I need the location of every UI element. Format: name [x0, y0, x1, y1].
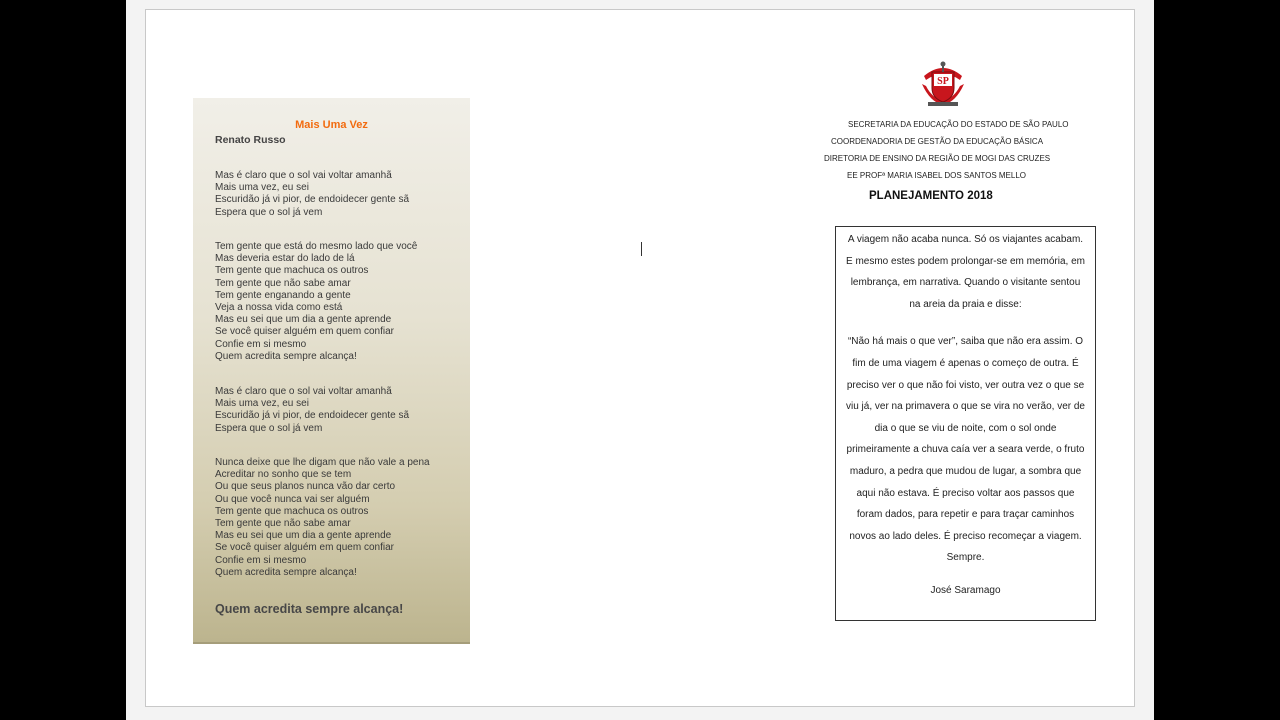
- lyrics-stanza-1: [215, 170, 409, 219]
- lyric-line: Tem gente que machuca os outros: [215, 505, 369, 517]
- lyric-line: Tem gente que não sabe amar: [215, 518, 351, 530]
- lyric-line: Espera que o sol já vem: [215, 422, 323, 434]
- lyric-line: Se você quiser alguém em quem confiar: [215, 542, 394, 554]
- lyric-line: Tem gente que está do mesmo lado que você: [215, 241, 418, 252]
- sao-paulo-coat-of-arms-logo: [920, 58, 966, 108]
- lyric-line: Confie em si mesmo: [215, 338, 307, 350]
- header-line-diretoria: DIRETORIA DE ENSINO DA REGIÃO DE MOGI DAS CRUZES: [824, 154, 1051, 163]
- lyrics-panel: [193, 98, 470, 644]
- lyrics-stanza-4: [215, 457, 430, 579]
- lyric-line: Quem acredita sempre alcança!: [215, 566, 357, 578]
- lyric-line: Escuridão já vi pior, de endoidecer gente sã: [215, 410, 410, 422]
- lyric-line: Quem acredita sempre alcança!: [215, 350, 357, 362]
- header-line-escola: EE PROFª MARIA ISABEL DOS SANTOS MELLO: [847, 171, 1027, 180]
- lyric-line: Tem gente que machuca os outros: [215, 265, 369, 277]
- closing-line: Quem acredita sempre alcança!: [215, 602, 404, 616]
- song-title: Mais Uma Vez: [295, 119, 368, 131]
- lyric-line: Mas é claro que o sol vai voltar amanhã: [215, 386, 392, 397]
- lyric-line: Espera que o sol já vem: [215, 206, 323, 218]
- lyrics-stanza-2: [215, 241, 417, 363]
- lyric-line: Mais uma vez, eu sei: [215, 182, 309, 194]
- quote-paragraph-2: “Não há mais o que ver”, saiba que não era assim. O fim de uma viagem é apenas o começo de outra. É preciso ver o que não foi visto, ver outra vez o que se viu já, ver na primavera o que se vira no verão, ver de dia o que se viu de noite, com o sol onde primeiramente a chuva caía ver a seara verde, o fruto maduro, a pedra que mudou de lugar, a sombra que aqui não estava. É preciso voltar aos passos que foram dados, para repetir e para traçar caminhos novos ao lado deles. É preciso recomeçar a viagem. Sempre.: [845, 336, 1085, 564]
- lyric-line: Mas eu sei que um dia a gente aprende: [215, 530, 392, 542]
- lyric-line: Nunca deixe que lhe digam que não vale a pena: [215, 457, 430, 468]
- quote-text: [844, 229, 1087, 569]
- lyric-line: Mas é claro que o sol vai voltar amanhã: [215, 170, 392, 181]
- lyric-line: Se você quiser alguém em quem confiar: [215, 326, 394, 338]
- lyrics-stanza-3: [215, 386, 409, 435]
- lyric-line: Tem gente enganando a gente: [215, 289, 351, 301]
- lyric-line: Confie em si mesmo: [215, 554, 307, 566]
- lyric-line: Ou que você nunca vai ser alguém: [215, 493, 370, 505]
- quote-paragraph-1: A viagem não acaba nunca. Só os viajantes acabam. E mesmo estes podem prolongar-se em memória, em lembrança, em narrativa. Quando o visitante sentou na areia da praia e disse:: [846, 234, 1085, 310]
- lyric-line: Veja a nossa vida como está: [215, 302, 343, 314]
- logo-lettering: SP: [937, 76, 949, 87]
- header-line-coordenadoria: COORDENADORIA DE GESTÃO DA EDUCAÇÃO BÁSICA: [831, 137, 1044, 146]
- lyric-line: Mas eu sei que um dia a gente aprende: [215, 314, 392, 326]
- lyric-line: Escuridão já vi pior, de endoidecer gente sã: [215, 194, 410, 206]
- lyric-line: Tem gente que não sabe amar: [215, 277, 351, 289]
- lyric-line: Mais uma vez, eu sei: [215, 398, 309, 410]
- quote-box: [835, 226, 1096, 621]
- header-line-secretaria: SECRETARIA DA EDUCAÇÃO DO ESTADO DE SÃO PAULO: [848, 120, 1069, 129]
- quote-author: José Saramago: [930, 585, 1001, 596]
- text-cursor: [641, 242, 642, 256]
- lyric-line: Mas deveria estar do lado de lá: [215, 253, 355, 265]
- planning-title: PLANEJAMENTO 2018: [869, 190, 993, 202]
- lyric-line: Ou que seus planos nunca vão dar certo: [215, 481, 396, 493]
- lyric-line: Acreditar no sonho que se tem: [215, 469, 352, 481]
- song-author: Renato Russo: [215, 134, 286, 146]
